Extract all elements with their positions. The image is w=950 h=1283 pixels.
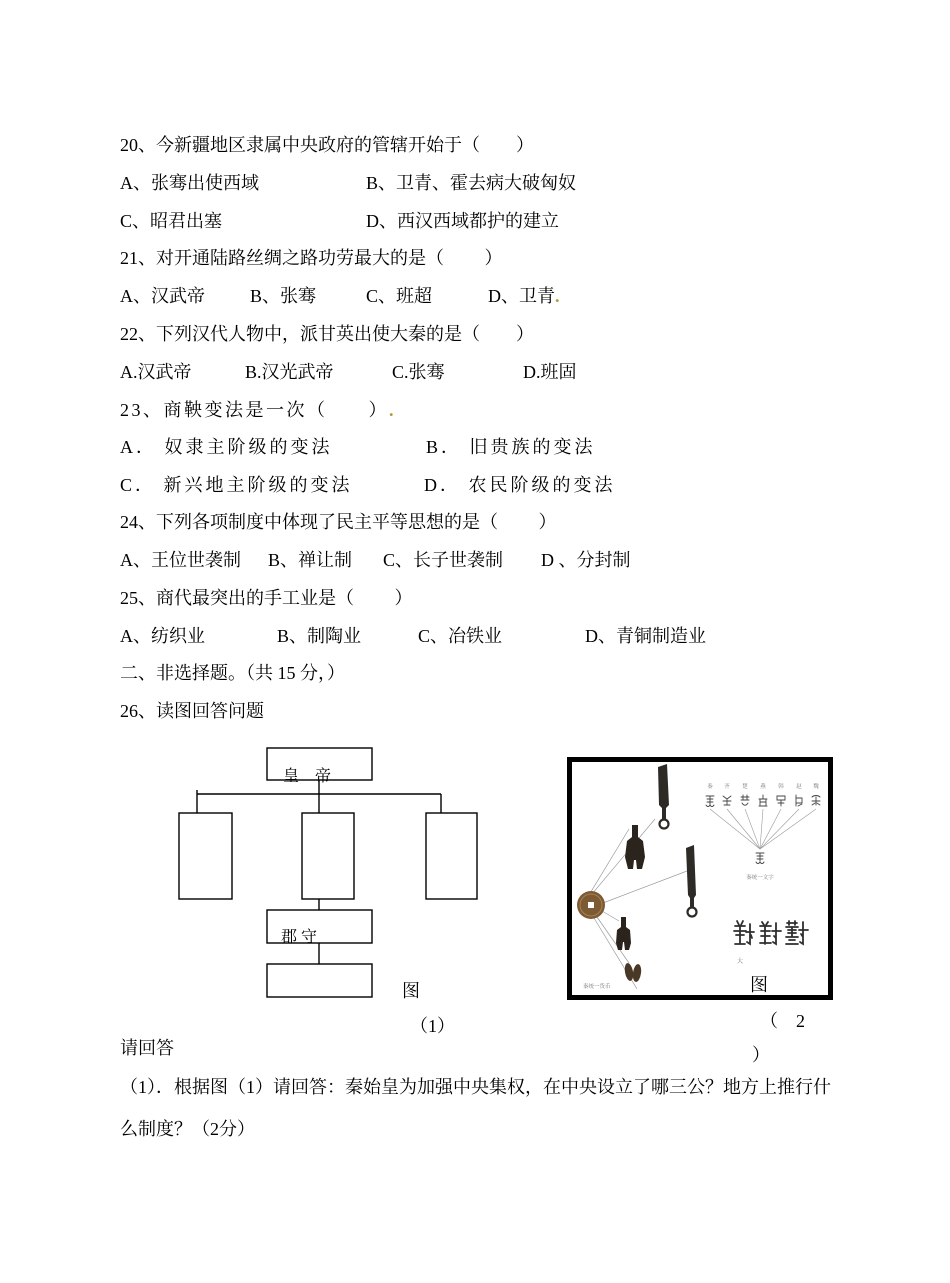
commandery-label: 郡 守: [281, 929, 318, 946]
state-label: 韩: [778, 784, 784, 790]
question-25-option-a: A、纺织业: [120, 626, 205, 646]
figure-1-diagram: [170, 740, 460, 1040]
question-20-stem: 20、今新疆地区隶属中央政府的管辖开始于（ ）: [120, 135, 534, 155]
state-label: 秦: [707, 784, 713, 790]
question-21-option-b: B、张骞: [250, 286, 317, 306]
section-heading: 二、非选择题。（共 15 分，）: [120, 663, 345, 683]
blank-box-right: [426, 813, 477, 899]
question-24-option-d: D 、分封制: [541, 550, 631, 570]
writing-caption: 秦统一文字: [746, 875, 774, 881]
question-25-option-c: C、冶铁业: [418, 626, 503, 646]
figure-2-picture: [567, 757, 833, 1000]
question-24-stem: 24、下列各项制度中体现了民主平等思想的是（ ）: [120, 512, 557, 532]
blank-box-left: [179, 813, 232, 899]
question-20-option-c: C、昭君出塞: [120, 211, 223, 231]
blank-box-bottom: [267, 964, 372, 997]
question-21-stem: 21、对开通陆路丝绸之路功劳最大的是（ ）: [120, 248, 503, 268]
question-21-option-a: A、汉武帝: [120, 286, 205, 306]
state-label: 齐: [724, 784, 730, 790]
state-label: 燕: [760, 784, 766, 790]
small-label: 大: [737, 959, 744, 965]
state-label: 赵: [796, 784, 802, 790]
round-coin-icon: [577, 891, 605, 919]
question-24-option-c: C、长子世袭制: [383, 550, 504, 570]
question-23-option-d: D． 农民阶级的变法: [424, 475, 616, 495]
question-25-stem: 25、商代最突出的手工业是（ ）: [120, 588, 413, 608]
question-21-option-c: C、班超: [366, 286, 433, 306]
state-label: 楚: [742, 784, 748, 790]
figure-2-frame: [570, 760, 831, 998]
question-23-stem: 23、商鞅变法是一次（ ）: [120, 400, 389, 420]
figure-2-caption-number-close: ）: [752, 1045, 770, 1065]
figure-1-caption-number: （1）: [410, 1016, 455, 1036]
question-23-option-b: B． 旧贵族的变法: [426, 437, 596, 457]
question-20-option-b: B、卫青、霍去病大破匈奴: [366, 173, 577, 193]
question-22-stem: 22、下列汉代人物中，派甘英出使大秦的是（ ）: [120, 324, 534, 344]
question-26-stem: 26、读图回答问题: [120, 701, 264, 721]
emperor-label: 皇 帝: [283, 768, 332, 785]
figure-2-caption-number-open: （ 2: [760, 1011, 805, 1031]
question-22-option-d: D.班固: [523, 362, 577, 382]
sub-question-1-line-2: 么制度？（2分）: [120, 1119, 255, 1139]
question-23-option-a: A． 奴隶主阶级的变法: [120, 437, 333, 457]
question-20-option-a: A、张骞出使西域: [120, 173, 259, 193]
question-21-option-d: D、卫青: [488, 286, 555, 306]
question-22-option-a: A.汉武帝: [120, 362, 192, 382]
question-21-option-d-line: [488, 285, 560, 307]
figure-2-caption-char: 图: [750, 975, 768, 995]
question-22-option-c: C.张骞: [392, 362, 445, 382]
question-25-option-b: B、制陶业: [277, 626, 362, 646]
question-23-stem-line: [120, 399, 396, 421]
highlight-mark: .: [389, 400, 396, 420]
question-24-option-a: A、王位世袭制: [120, 550, 241, 570]
highlight-mark: .: [555, 286, 560, 306]
blank-box-middle: [302, 813, 354, 899]
question-22-option-b: B.汉光武帝: [245, 362, 334, 382]
answer-prompt: 请回答: [120, 1038, 174, 1058]
question-20-option-d: D、西汉西域都护的建立: [366, 211, 559, 231]
figure-1-caption-char: 图: [402, 981, 420, 1001]
state-label: 魏: [813, 784, 819, 790]
sub-question-1-line-1: （1）．根据图（1）请回答：秦始皇为加强中央集权，在中央设立了哪三公？地方上推行什: [120, 1077, 831, 1097]
currency-caption: 秦统一货币: [583, 984, 611, 990]
question-25-option-d: D、青铜制造业: [585, 626, 706, 646]
question-23-option-c: C． 新兴地主阶级的变法: [120, 475, 353, 495]
question-24-option-b: B、禅让制: [268, 550, 353, 570]
